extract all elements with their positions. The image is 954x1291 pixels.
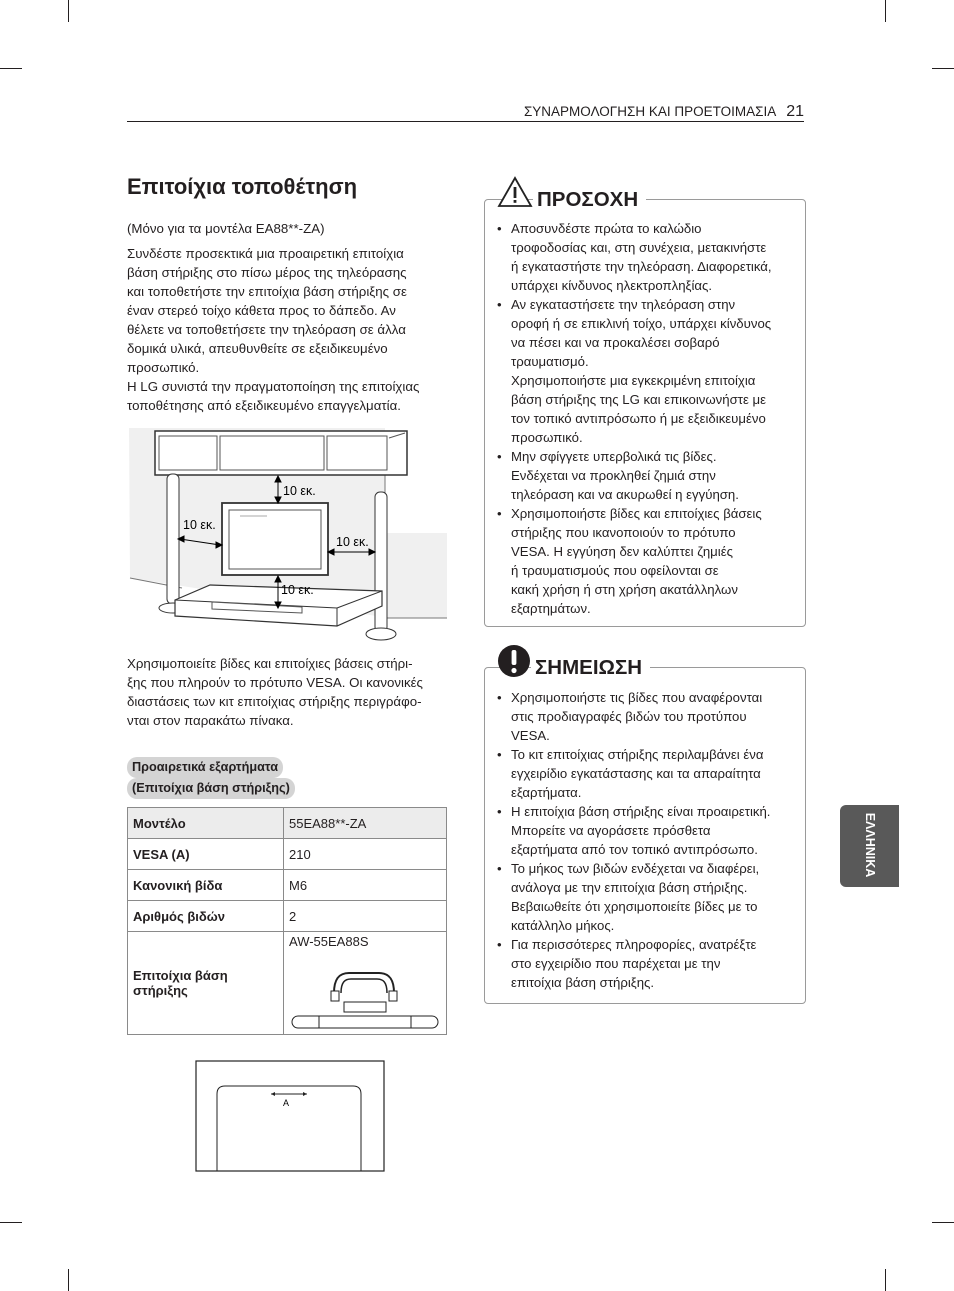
table-row xyxy=(128,932,447,1035)
note-line: Βεβαιωθείτε ότι χρησιμοποιείτε βίδες με το xyxy=(511,899,758,914)
intro-line: δομικά υλικά, απευθυνθείτε σε εξειδικευμένο xyxy=(127,341,388,356)
crop-mark xyxy=(0,1222,22,1223)
caution-item xyxy=(497,295,797,447)
note-line: VESA. xyxy=(511,728,550,743)
page-title: Επιτοίχια τοποθέτηση xyxy=(127,174,358,199)
exclamation-circle-icon xyxy=(497,644,531,678)
crop-mark xyxy=(68,1269,69,1291)
caution-line: στήριξης που ικανοποιούν το πρότυπο xyxy=(511,525,736,540)
caution-item xyxy=(497,219,797,295)
table-cell-label: Μοντέλο xyxy=(128,808,284,839)
wall-mount-spec-table xyxy=(127,807,447,1035)
running-header xyxy=(127,103,804,121)
caution-line: υπάρχει κίνδυνος ηλεκτροπληξίας. xyxy=(511,278,713,293)
caution-line: VESA. Η εγγύηση δεν καλύπτει ζημιές xyxy=(511,544,733,559)
caution-list xyxy=(497,219,797,618)
wall-bracket-tag: (Επιτοίχια βάση στήριξης) xyxy=(127,778,295,799)
table-cell-value: 2 xyxy=(284,901,447,932)
caution-line: • Χρησιμοποιήστε βίδες και επιτοίχιες βάσεις xyxy=(511,506,762,521)
table-row xyxy=(128,901,447,932)
caution-line: • Αν εγκαταστήσετε την τηλεόραση στην xyxy=(511,297,736,312)
note-item xyxy=(497,802,797,859)
clearance-bottom-label: 10 εκ. xyxy=(281,583,314,597)
table-row xyxy=(128,839,447,870)
caution-line: τροφοδοσίας και, στη συνέχεια, μετακινήστε xyxy=(511,240,767,255)
intro-paragraph xyxy=(127,244,452,415)
caution-line: Ενδέχεται να προκληθεί ζημιά στην xyxy=(511,468,716,483)
caution-line: εξαρτημάτων. xyxy=(511,601,591,616)
note-line: • Χρησιμοποιήστε τις βίδες που αναφέρονται xyxy=(511,690,763,705)
caution-line: ή τραυματισμούς που οφείλονται σε xyxy=(511,563,719,578)
bracket-label-line: στήριξης xyxy=(133,983,188,998)
caution-line: ή εγκαταστήστε την τηλεόραση. Διαφορετικά, xyxy=(511,259,772,274)
vesa-a-label: A xyxy=(282,1098,290,1108)
header-rule xyxy=(127,121,804,122)
page-number: 21 xyxy=(786,103,804,120)
caution-line: προσωπικό. xyxy=(511,430,583,445)
crop-mark xyxy=(885,1269,886,1291)
crop-mark xyxy=(932,1222,954,1223)
note-line: στις προδιαγραφές βιδών του προτύπου xyxy=(511,709,747,724)
note-line: ανάλογα με την επιτοίχια βάση στήριξης. xyxy=(511,880,748,895)
caution-line: τηλεόραση και να ακυρωθεί η εγγύηση. xyxy=(511,487,739,502)
screws-paragraph xyxy=(127,654,452,730)
wall-bracket-illustration xyxy=(289,949,441,1029)
screws-line: ξης που πληρούν το πρότυπο VESA. Οι κανονικές xyxy=(127,675,423,690)
caution-line: τραυματισμό. xyxy=(511,354,589,369)
intro-line: βάση στήριξης στο πίσω μέρος της τηλεόρασης xyxy=(127,265,407,280)
note-list xyxy=(497,688,797,992)
caution-line: τον τοπικό αντιπρόσωπο ή με εξειδικευμένο xyxy=(511,411,766,426)
language-tab[interactable] xyxy=(840,805,899,887)
table-cell-value: 210 xyxy=(284,839,447,870)
intro-line: τοποθέτησης από εξειδικευμένο επαγγελματία. xyxy=(127,398,401,413)
table-row xyxy=(128,808,447,839)
crop-mark xyxy=(885,0,886,22)
table-cell-label: Κανονική βίδα xyxy=(128,870,284,901)
caution-line: • Αποσυνδέστε πρώτα το καλώδιο xyxy=(511,221,702,236)
caution-line: οροφή ή σε επικλινή τοίχο, υπάρχει κίνδυνος xyxy=(511,316,772,331)
note-line: εξαρτήματα. xyxy=(511,785,582,800)
crop-mark xyxy=(68,0,69,22)
table-cell-value: 55EA88**-ZA xyxy=(284,808,447,839)
table-cell-label: Αριθμός βιδών xyxy=(128,901,284,932)
caution-line: βάση στήριξης της LG και επικοινωνήστε με xyxy=(511,392,766,407)
caution-title: ΠΡΟΣΟΧΗ xyxy=(533,188,646,212)
intro-line: και τοποθετήστε την επιτοίχια βάση στήριξης σε xyxy=(127,284,407,299)
intro-line: προσωπικό. xyxy=(127,360,200,375)
caution-line: • Μην σφίγγετε υπερβολικά τις βίδες. xyxy=(511,449,717,464)
note-line: Μπορείτε να αγοράσετε πρόσθετα xyxy=(511,823,711,838)
note-item xyxy=(497,745,797,802)
screws-line: Χρησιμοποιείτε βίδες και επιτοίχιες βάσεις στήρι- xyxy=(127,656,413,671)
crop-mark xyxy=(0,68,22,69)
clearance-top-label: 10 εκ. xyxy=(283,484,316,498)
note-item xyxy=(497,859,797,935)
intro-line: θέλετε να τοποθετήσετε την τηλεόραση σε άλλα xyxy=(127,322,406,337)
crop-mark xyxy=(932,68,954,69)
clearance-left-label: 10 εκ. xyxy=(183,518,216,532)
note-title: ΣΗΜΕΙΩΣΗ xyxy=(531,656,650,680)
note-line: • Το μήκος των βιδών ενδέχεται να διαφέρει, xyxy=(511,861,760,876)
wall-shelf xyxy=(155,431,407,475)
screws-line: νται στον παρακάτω πίνακα. xyxy=(127,713,294,728)
caution-line: να πέσει και να προκαλέσει σοβαρό xyxy=(511,335,720,350)
note-line: εγχειρίδιο εγκατάστασης και τα απαραίτητα xyxy=(511,766,761,781)
note-line: κατάλληλο μήκος. xyxy=(511,918,615,933)
intro-line: Συνδέστε προσεκτικά μια προαιρετική επιτοίχια xyxy=(127,246,404,261)
tv-back-view-diagram xyxy=(195,1060,387,1174)
section-title: ΣΥΝΑΡΜΟΛΟΓΗΣΗ ΚΑΙ ΠΡΟΕΤΟΙΜΑΣΙΑ xyxy=(523,104,777,119)
table-row xyxy=(128,870,447,901)
caution-line: κακή χρήση ή στη χρήση ακατάλληλων xyxy=(511,582,738,597)
caution-item xyxy=(497,447,797,504)
note-line: εξαρτήματα από τον τοπικό αντιπρόσωπο. xyxy=(511,842,758,857)
clearance-right-label: 10 εκ. xyxy=(336,535,369,549)
intro-line: Η LG συνιστά την πραγματοποίηση της επιτοίχιας xyxy=(127,379,420,394)
note-line: στο εγχειρίδιο που παρέχεται με την xyxy=(511,956,721,971)
table-cell-label: VESA (A) xyxy=(128,839,284,870)
optional-accessories-tag: Προαιρετικά εξαρτήματα xyxy=(127,757,283,778)
note-line: • Για περισσότερες πληροφορίες, ανατρέξτε xyxy=(511,937,757,952)
caution-line: Χρησιμοποιήστε μια εγκεκριμένη επιτοίχια xyxy=(511,373,756,388)
note-line: επιτοίχια βάση στήριξης. xyxy=(511,975,655,990)
note-item xyxy=(497,935,797,992)
bracket-label-line: Επιτοίχια βάση xyxy=(133,968,228,983)
warning-triangle-icon xyxy=(497,176,533,208)
screws-line: διαστάσεις των κιτ επιτοίχιας στήριξης περιγράφο- xyxy=(127,694,422,709)
bracket-model: AW-55EA88S xyxy=(289,934,369,949)
note-line: • Η επιτοίχια βάση στήριξης είναι προαιρετική. xyxy=(511,804,771,819)
language-tab-label: ΕΛΛΗΝΙΚΑ xyxy=(863,812,877,878)
model-note: (Μόνο για τα μοντέλα EA88**-ZA) xyxy=(127,221,325,236)
tv-illustration xyxy=(222,503,328,575)
table-cell-value xyxy=(284,932,447,1035)
note-item xyxy=(497,688,797,745)
caution-item xyxy=(497,504,797,618)
note-line: • Το κιτ επιτοίχιας στήριξης περιλαμβάνει ένα xyxy=(511,747,764,762)
table-cell-value: M6 xyxy=(284,870,447,901)
wall-mount-clearance-diagram xyxy=(127,428,452,648)
intro-line: έναν στερεό τοίχο κάθετα προς το δάπεδο. Αν xyxy=(127,303,396,318)
table-cell-label xyxy=(128,932,284,1035)
